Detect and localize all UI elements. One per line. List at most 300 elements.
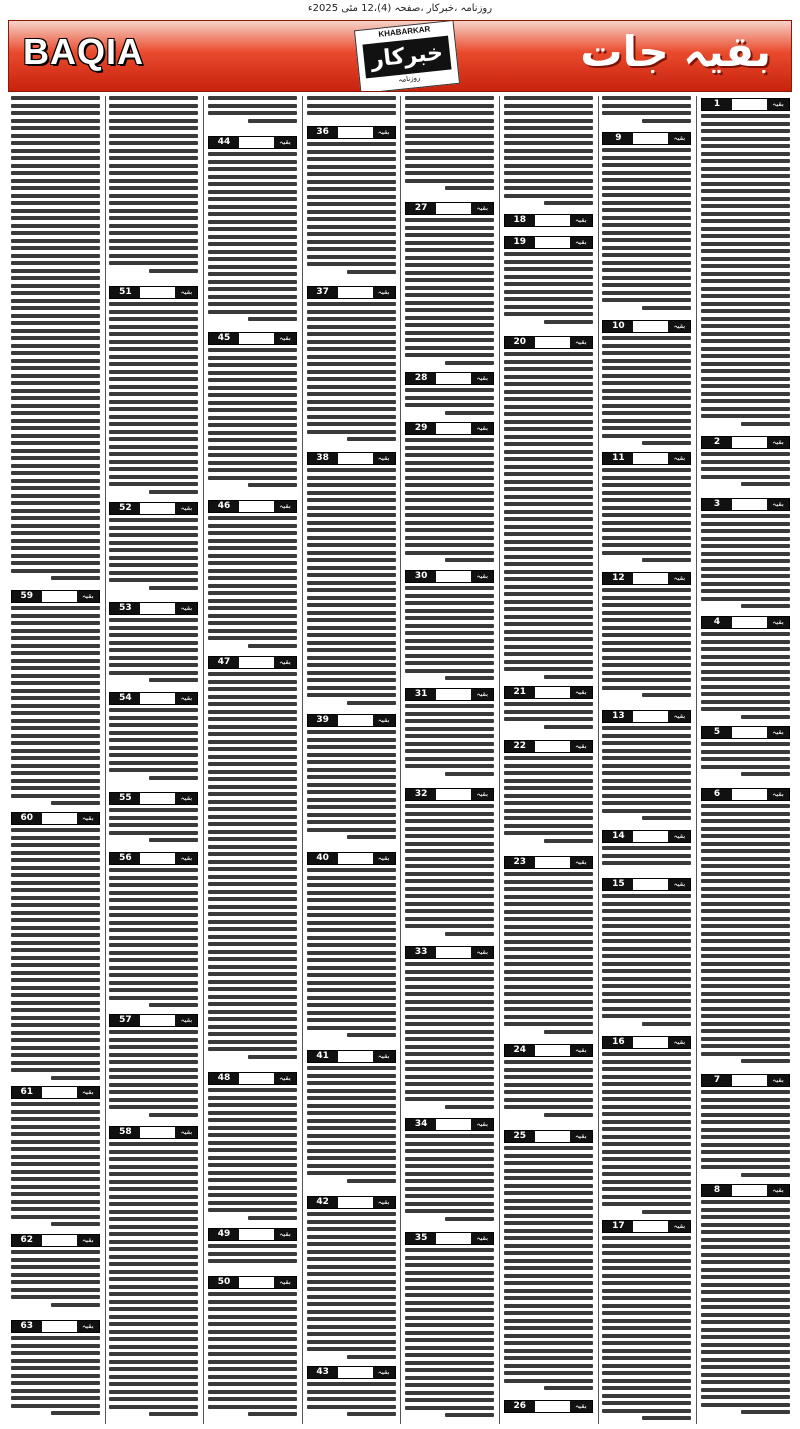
text-line xyxy=(405,446,494,450)
text-line xyxy=(109,973,198,977)
text-line xyxy=(208,1103,297,1107)
text-line xyxy=(504,1311,593,1315)
text-line xyxy=(405,248,494,252)
continuation-marker xyxy=(109,852,198,865)
text-line xyxy=(208,792,297,796)
text-line xyxy=(504,1206,593,1210)
text-line xyxy=(307,1390,396,1394)
text-line xyxy=(109,96,198,100)
text-line xyxy=(208,569,297,573)
marker-number: 26 xyxy=(505,1401,535,1412)
text-line xyxy=(701,392,790,396)
article-text xyxy=(504,1060,593,1127)
text-line xyxy=(11,1125,100,1129)
text-line xyxy=(405,1338,494,1342)
text-line xyxy=(11,1265,100,1269)
text-line xyxy=(11,918,100,922)
text-line xyxy=(405,742,494,746)
text-line xyxy=(307,626,396,630)
text-line xyxy=(11,299,100,303)
article-text xyxy=(504,252,593,333)
text-line xyxy=(701,1215,790,1219)
text-line xyxy=(208,882,297,886)
text-line xyxy=(504,420,593,424)
column-rule xyxy=(499,96,500,1424)
marker-label: بقیہ xyxy=(767,1185,789,1196)
text-line xyxy=(11,389,100,393)
text-line xyxy=(11,1381,100,1385)
text-line xyxy=(208,875,297,879)
text-line xyxy=(307,813,396,817)
text-line xyxy=(504,645,593,649)
text-line xyxy=(701,597,790,601)
text-line xyxy=(208,235,297,239)
marker-label: بقیہ xyxy=(570,337,592,348)
text-line xyxy=(11,134,100,138)
continuation-marker xyxy=(11,1086,100,1099)
marker-number: 44 xyxy=(209,137,239,148)
text-line xyxy=(208,621,297,625)
text-line xyxy=(11,1295,100,1299)
text-line xyxy=(701,700,790,704)
text-line xyxy=(504,607,593,611)
text-line xyxy=(208,1405,297,1409)
text-line xyxy=(208,356,297,360)
text-line xyxy=(701,174,790,178)
marker-number: 51 xyxy=(110,287,140,298)
text-line xyxy=(405,1045,494,1049)
text-line xyxy=(109,716,198,720)
text-line xyxy=(504,955,593,959)
text-line xyxy=(701,242,790,246)
text-line xyxy=(701,399,790,403)
text-line xyxy=(602,1401,691,1405)
text-line xyxy=(208,1088,297,1092)
text-line xyxy=(602,633,691,637)
marker-label: بقیہ xyxy=(570,687,592,698)
text-line xyxy=(602,596,691,600)
text-line xyxy=(504,1296,593,1300)
text-line xyxy=(405,1164,494,1168)
text-line xyxy=(701,414,790,418)
text-line xyxy=(11,963,100,967)
text-line xyxy=(504,1199,593,1203)
article-text xyxy=(109,708,198,789)
text-line xyxy=(307,730,396,734)
text-line xyxy=(445,1413,494,1417)
text-line xyxy=(701,1380,790,1384)
text-line xyxy=(701,384,790,388)
text-line xyxy=(544,839,593,843)
text-line xyxy=(602,1157,691,1161)
text-line xyxy=(109,723,198,727)
text-line xyxy=(208,212,297,216)
text-line xyxy=(11,239,100,243)
text-line xyxy=(602,1075,691,1079)
text-line xyxy=(504,1289,593,1293)
text-line xyxy=(11,1250,100,1254)
text-line xyxy=(208,1322,297,1326)
text-line xyxy=(602,984,691,988)
text-line xyxy=(504,119,593,123)
text-line xyxy=(11,1258,100,1262)
marker-number: 59 xyxy=(12,591,42,602)
text-line xyxy=(602,969,691,973)
text-line xyxy=(307,678,396,682)
text-line xyxy=(11,329,100,333)
text-line xyxy=(504,290,593,294)
text-line xyxy=(11,1023,100,1027)
text-line xyxy=(504,149,593,153)
text-line xyxy=(307,1096,396,1100)
text-line xyxy=(602,749,691,753)
text-line xyxy=(11,509,100,513)
text-line xyxy=(11,246,100,250)
marker-label: بقیہ xyxy=(471,373,493,384)
text-line xyxy=(11,1359,100,1363)
text-line xyxy=(405,842,494,846)
text-line xyxy=(701,1298,790,1302)
text-line xyxy=(109,563,198,567)
text-line xyxy=(602,298,691,302)
text-line xyxy=(109,731,198,735)
text-line xyxy=(11,554,100,558)
text-line xyxy=(208,1010,297,1014)
text-line xyxy=(208,1032,297,1036)
text-line xyxy=(504,1356,593,1360)
text-line xyxy=(208,167,297,171)
text-line xyxy=(109,633,198,637)
continuation-columns xyxy=(8,96,792,1424)
text-line xyxy=(347,437,396,441)
text-line xyxy=(109,445,198,449)
text-line xyxy=(307,1310,396,1314)
text-line xyxy=(701,302,790,306)
text-line xyxy=(602,1097,691,1101)
text-line xyxy=(701,167,790,171)
text-line xyxy=(208,287,297,291)
text-line xyxy=(109,1300,198,1304)
marker-number: 43 xyxy=(308,1367,338,1378)
text-line xyxy=(544,320,593,324)
text-line xyxy=(405,513,494,517)
text-line xyxy=(347,1412,396,1416)
text-line xyxy=(11,606,100,610)
text-line xyxy=(701,1120,790,1124)
text-line xyxy=(504,667,593,671)
text-line xyxy=(11,903,100,907)
text-line xyxy=(701,812,790,816)
text-line xyxy=(208,378,297,382)
marker-label: بقیہ xyxy=(471,1119,493,1130)
marker-number: 50 xyxy=(209,1277,239,1288)
text-line xyxy=(307,913,396,917)
text-line xyxy=(307,828,396,832)
text-line xyxy=(405,286,494,290)
text-line xyxy=(307,973,396,977)
text-line xyxy=(504,375,593,379)
article-text xyxy=(307,142,396,283)
text-line xyxy=(307,521,396,525)
text-line xyxy=(602,513,691,517)
text-line xyxy=(109,104,198,108)
text-line xyxy=(109,392,198,396)
text-line xyxy=(544,201,593,205)
text-line xyxy=(602,1172,691,1176)
text-line xyxy=(109,883,198,887)
text-line xyxy=(208,408,297,412)
text-line xyxy=(405,646,494,650)
text-line xyxy=(602,1236,691,1240)
text-line xyxy=(109,1068,198,1072)
text-line xyxy=(701,377,790,381)
text-line xyxy=(405,164,494,168)
text-line xyxy=(307,491,396,495)
text-line xyxy=(307,506,396,510)
text-line xyxy=(11,933,100,937)
text-line xyxy=(504,156,593,160)
text-line xyxy=(109,891,198,895)
continuation-marker xyxy=(405,788,494,801)
text-line xyxy=(109,302,198,306)
text-line xyxy=(504,985,593,989)
text-line xyxy=(109,1345,198,1349)
text-line xyxy=(602,223,691,227)
continuation-marker xyxy=(405,1232,494,1245)
text-line xyxy=(504,260,593,264)
continuation-marker xyxy=(11,812,100,825)
text-line xyxy=(504,1105,593,1109)
column-rule xyxy=(400,96,401,1424)
text-line xyxy=(602,434,691,438)
text-line xyxy=(109,1307,198,1311)
text-line xyxy=(109,119,198,123)
text-line xyxy=(11,501,100,505)
text-line xyxy=(701,992,790,996)
text-line xyxy=(701,544,790,548)
text-line xyxy=(701,1260,790,1264)
text-line xyxy=(701,872,790,876)
text-line xyxy=(307,483,396,487)
text-line xyxy=(208,980,297,984)
text-line xyxy=(208,152,297,156)
marker-number: 37 xyxy=(308,287,338,298)
marker-label: بقیہ xyxy=(767,727,789,738)
text-line xyxy=(504,600,593,604)
text-line xyxy=(701,1290,790,1294)
text-line xyxy=(602,1251,691,1255)
article-text xyxy=(602,588,691,707)
text-line xyxy=(307,906,396,910)
text-line xyxy=(307,883,396,887)
text-line xyxy=(544,675,593,679)
text-line xyxy=(208,747,297,751)
text-line xyxy=(11,614,100,618)
marker-label: بقیہ xyxy=(373,127,395,138)
text-line xyxy=(307,581,396,585)
continuation-marker xyxy=(405,422,494,435)
text-line xyxy=(11,1215,100,1219)
text-line xyxy=(405,521,494,525)
text-line xyxy=(504,282,593,286)
text-line xyxy=(405,293,494,297)
marker-label: بقیہ xyxy=(570,741,592,752)
text-line xyxy=(307,928,396,932)
text-line xyxy=(405,1278,494,1282)
text-line xyxy=(11,344,100,348)
text-line xyxy=(602,992,691,996)
text-line xyxy=(307,805,396,809)
text-line xyxy=(109,1375,198,1379)
text-line xyxy=(504,1022,593,1026)
text-line xyxy=(405,1331,494,1335)
text-line xyxy=(307,1347,396,1351)
continuation-marker xyxy=(602,878,691,891)
text-line xyxy=(11,441,100,445)
text-line xyxy=(109,149,198,153)
text-line xyxy=(602,104,691,108)
text-line xyxy=(109,201,198,205)
text-line xyxy=(405,1157,494,1161)
marker-number: 28 xyxy=(406,373,436,384)
text-line xyxy=(701,137,790,141)
text-line xyxy=(602,1289,691,1293)
text-line xyxy=(109,1315,198,1319)
text-line xyxy=(11,524,100,528)
text-line xyxy=(701,999,790,1003)
text-line xyxy=(208,1307,297,1311)
text-line xyxy=(701,1135,790,1139)
text-line xyxy=(602,1394,691,1398)
text-line xyxy=(405,1187,494,1191)
text-line xyxy=(307,528,396,532)
text-line xyxy=(405,879,494,883)
text-line xyxy=(504,809,593,813)
text-line xyxy=(208,897,297,901)
text-line xyxy=(405,256,494,260)
text-line xyxy=(405,624,494,628)
text-line xyxy=(405,1391,494,1395)
text-line xyxy=(109,943,198,947)
text-line xyxy=(208,1156,297,1160)
marker-label: بقیہ xyxy=(175,1127,197,1138)
text-line xyxy=(701,1388,790,1392)
text-line xyxy=(504,1169,593,1173)
marker-number: 23 xyxy=(505,857,535,868)
text-line xyxy=(405,353,494,357)
continuation-marker xyxy=(109,1014,198,1027)
text-line xyxy=(51,1076,100,1080)
article-text xyxy=(109,868,198,1011)
text-line xyxy=(504,405,593,409)
text-line xyxy=(11,1288,100,1292)
text-line xyxy=(109,310,198,314)
text-line xyxy=(701,1150,790,1154)
text-line xyxy=(504,465,593,469)
article-text xyxy=(504,96,593,211)
text-line xyxy=(504,710,593,714)
text-line xyxy=(701,452,790,456)
text-line xyxy=(405,1346,494,1350)
text-line xyxy=(208,807,297,811)
text-line xyxy=(544,725,593,729)
text-line xyxy=(602,954,691,958)
text-line xyxy=(109,671,198,675)
text-line xyxy=(149,838,198,842)
text-line xyxy=(504,592,593,596)
marker-number: 58 xyxy=(110,1127,140,1138)
text-line xyxy=(208,1360,297,1364)
text-line xyxy=(109,618,198,622)
text-line xyxy=(208,687,297,691)
text-line xyxy=(307,225,396,229)
text-line xyxy=(11,156,100,160)
article-text xyxy=(109,96,198,283)
text-line xyxy=(405,316,494,320)
text-line xyxy=(307,325,396,329)
column xyxy=(600,96,693,1424)
text-line xyxy=(208,942,297,946)
text-line xyxy=(504,179,593,183)
text-line xyxy=(405,631,494,635)
text-line xyxy=(445,1217,494,1221)
text-line xyxy=(208,302,297,306)
marker-number: 11 xyxy=(603,453,633,464)
text-line xyxy=(504,1221,593,1225)
text-line xyxy=(405,1383,494,1387)
text-line xyxy=(504,902,593,906)
text-line xyxy=(741,422,790,426)
text-line xyxy=(307,111,396,115)
text-line xyxy=(504,779,593,783)
text-line xyxy=(405,308,494,312)
text-line xyxy=(109,430,198,434)
text-line xyxy=(701,264,790,268)
text-line xyxy=(11,1061,100,1065)
text-line xyxy=(11,209,100,213)
text-line xyxy=(405,1194,494,1198)
text-line xyxy=(504,1304,593,1308)
text-line xyxy=(109,1105,198,1109)
text-line xyxy=(109,362,198,366)
text-line xyxy=(307,217,396,221)
text-line xyxy=(307,1011,396,1015)
text-line xyxy=(701,522,790,526)
text-line xyxy=(602,611,691,615)
marker-label: بقیہ xyxy=(767,617,789,628)
text-line xyxy=(307,1212,396,1216)
article-text xyxy=(11,1336,100,1424)
marker-label: بقیہ xyxy=(77,591,99,602)
text-line xyxy=(307,1242,396,1246)
text-line xyxy=(109,216,198,220)
text-line xyxy=(701,1373,790,1377)
text-line xyxy=(504,126,593,130)
text-line xyxy=(701,1253,790,1257)
text-line xyxy=(504,532,593,536)
text-line xyxy=(602,1274,691,1278)
text-line xyxy=(701,1350,790,1354)
text-line xyxy=(109,738,198,742)
text-line xyxy=(307,1141,396,1145)
text-line xyxy=(741,1410,790,1414)
text-line xyxy=(602,201,691,205)
continuation-marker xyxy=(11,1320,100,1333)
text-line xyxy=(701,707,790,711)
text-line xyxy=(602,178,691,182)
text-line xyxy=(109,1172,198,1176)
article-text xyxy=(11,606,100,809)
